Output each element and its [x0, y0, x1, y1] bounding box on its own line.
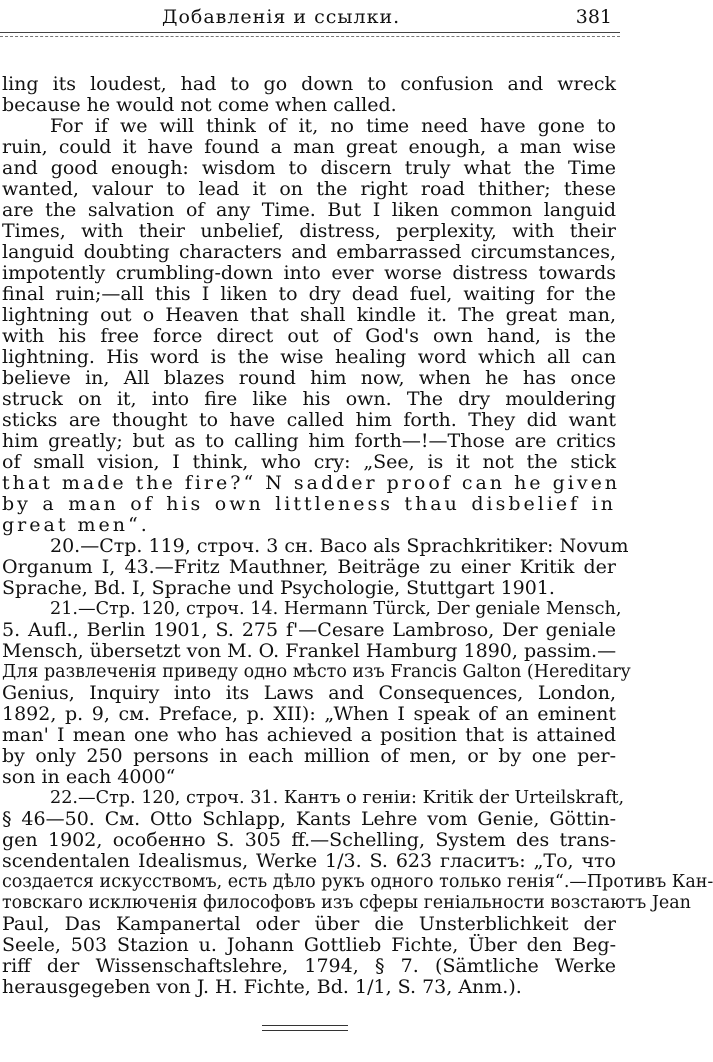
text-line: herausgegeben von J. H. Fichte, Bd. 1/1, S. 73, Anm.).: [2, 976, 522, 998]
text-line: Seele, 503 Stazion u. Johann Gottlieb Fichte, Über den Beg-: [2, 934, 616, 956]
text-line: 22.—Стр. 120, строч. 31. Кантъ о геніи: Kritik der Urteilskraft,: [50, 788, 625, 808]
text-line: lightning out o Heaven that shall kindle it. The great man,: [2, 304, 616, 326]
text-line: lightning. His word is the wise healing word which all can: [2, 346, 616, 368]
text-line: by a man of his own littleness thau disbelief in: [2, 493, 616, 515]
text-line: languid doubting characters and embarrassed circumstances,: [2, 241, 616, 263]
text-line: sticks are thought to have called him forth. They did want: [2, 409, 616, 431]
text-line: wanted, valour to lead it on the right road thither; these: [2, 178, 616, 200]
text-line: final ruin;—all this I liken to dry dead fuel, waiting for the: [2, 283, 616, 305]
text-line: him greatly; but as to calling him forth—!—Those are critics: [2, 430, 616, 452]
text-line: Для развлеченія приведу одно мѣсто изъ Francis Galton (Hereditary: [2, 662, 631, 682]
text-line: son in each 4000“: [2, 766, 176, 788]
text-line: struck on it, into fire like his own. The dry mouldering: [2, 388, 616, 410]
text-line: great men“.: [2, 514, 150, 536]
text-line: gen 1902, особенно S. 305 ff.—Schelling, System des trans-: [2, 829, 616, 851]
text-line: that made the fire?“ N sadder proof can he given: [2, 472, 621, 494]
footer-rule: [262, 1025, 348, 1026]
header-rule: [0, 32, 620, 33]
text-line: by only 250 persons in each million of men, or by one per-: [2, 745, 616, 767]
text-line: создается искусствомъ, есть дѣло рукъ одного только генія“.—Противъ Кан-: [2, 872, 713, 892]
header-rule-dashed: [0, 36, 620, 37]
text-line: 1892, p. 9, см. Preface, p. XII): „When I speak of an eminent: [2, 703, 616, 725]
page-header: [0, 0, 620, 34]
text-line: Times, with their unbelief, distress, perplexity, with their: [2, 220, 616, 242]
text-line: ruin, could it have found a man great enough, a man wise: [2, 136, 616, 158]
text-line: scendentalen Idealismus, Werke 1/3. S. 623 гласитъ: „То, что: [2, 850, 616, 872]
text-line: are the salvation of any Time. But I liken common languid: [2, 199, 616, 221]
text-line: of small vision, I think, who cry: „See, is it not the stick: [2, 451, 616, 473]
text-line: with his free force direct out of God's own hand, is the: [2, 325, 616, 347]
page-number: 381: [575, 6, 612, 28]
text-line: 5. Aufl., Berlin 1901, S. 275 f'—Cesare Lambroso, Der geniale: [2, 619, 616, 641]
text-line: товскаго исключенія философовъ изъ сферы геніальности возстаютъ Jean: [2, 893, 691, 913]
text-line: 21.—Стр. 120, строч. 14. Hermann Türck, Der geniale Mensch,: [50, 599, 622, 619]
text-line: 20.—Стр. 119, строч. 3 сн. Baco als Sprachkritiker: Novum: [50, 535, 629, 557]
text-line: riff der Wissenschaftslehre, 1794, § 7. (Sämtliche Werke: [2, 955, 616, 977]
text-line: Mensch, übersetzt von M. O. Frankel Hamburg 1890, passim.—: [2, 640, 617, 662]
text-line: ling its loudest, had to go down to confusion and wreck: [2, 73, 616, 95]
text-line: Genius, Inquiry into its Laws and Consequences, London,: [2, 682, 616, 704]
text-line: and good enough: wisdom to discern truly what the Time: [2, 157, 616, 179]
text-line: Organum I, 43.—Fritz Mauthner, Beiträge zu einer Kritik der: [2, 556, 616, 578]
text-line: Sprache, Bd. I, Sprache und Psychologie, Stuttgart 1901.: [2, 577, 555, 599]
text-line: For if we will think of it, no time need have gone to: [50, 115, 616, 137]
text-line: § 46—50. См. Otto Schlapp, Kants Lehre vom Genie, Göttin-: [2, 808, 616, 830]
text-line: man' I mean one who has achieved a position that is attained: [2, 724, 616, 746]
text-line: believe in, All blazes round him now, when he has once: [2, 367, 616, 389]
text-line: because he would not come when called.: [2, 94, 397, 116]
text-line: Paul, Das Kampanertal oder über die Unsterblichkeit der: [2, 913, 616, 935]
running-title: Добавленія и ссылки.: [162, 6, 401, 28]
text-line: impotently crumbling-down into ever worse distress towards: [2, 262, 616, 284]
footer-rule: [262, 1030, 348, 1031]
page-body: [2, 73, 713, 998]
